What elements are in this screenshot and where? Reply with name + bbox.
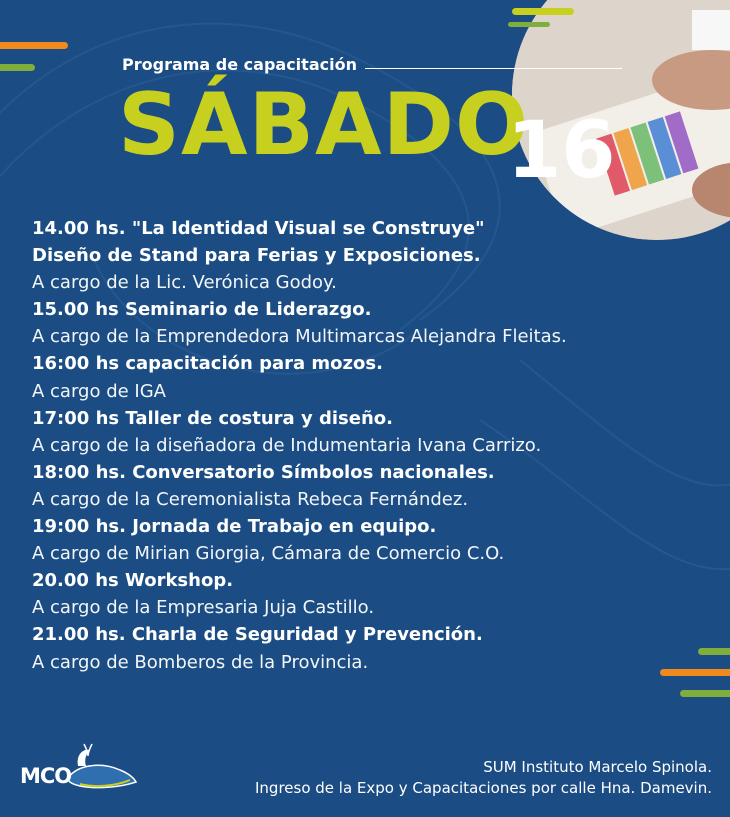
schedule-event-speaker: A cargo de la Emprendedora Multimarcas Alejandra Fleitas.: [32, 326, 567, 348]
footer: [255, 757, 712, 799]
decor-stripe-green-left: [0, 64, 35, 71]
footer-venue: SUM Instituto Marcelo Spinola.: [483, 758, 712, 776]
schedule-event-title: 21.00 hs. Charla de Seguridad y Prevención.: [32, 624, 483, 646]
schedule-event-title: Diseño de Stand para Ferias y Exposiciones.: [32, 245, 481, 267]
schedule-event-title: 15.00 hs Seminario de Liderazgo.: [32, 299, 372, 321]
date-number: 16: [507, 106, 616, 196]
footer-entrance: Ingreso de la Expo y Capacitaciones por calle Hna. Damevin.: [255, 779, 712, 797]
schedule-event-title: 17:00 hs Taller de costura y diseño.: [32, 407, 393, 429]
schedule-event-title: 16:00 hs capacitación para mozos.: [32, 353, 383, 375]
decor-stripe-yellow-top: [512, 8, 574, 15]
program-header: [122, 55, 622, 74]
schedule-event-speaker: A cargo de Bomberos de la Provincia.: [32, 651, 369, 673]
schedule-event-speaker: A cargo de la diseñadora de Indumentaria Ivana Carrizo.: [32, 434, 542, 456]
schedule-event-title: 18:00 hs. Conversatorio Símbolos nacionales.: [32, 461, 495, 483]
schedule-event-title: 19:00 hs. Jornada de Trabajo en equipo.: [32, 516, 437, 538]
decor-stripe-green-right-2: [680, 690, 730, 697]
program-title: Programa de capacitación: [122, 55, 357, 74]
schedule-event-speaker: A cargo de la Ceremonialista Rebeca Fernández.: [32, 488, 469, 510]
schedule-event-speaker: A cargo de IGA: [32, 380, 166, 402]
schedule-event-title: 20.00 hs Workshop.: [32, 570, 234, 592]
day-title: SÁBADO: [118, 75, 530, 175]
logo-text: MCO: [20, 764, 72, 788]
decor-stripe-green-top: [508, 22, 550, 27]
schedule-event-speaker: A cargo de Mirian Giorgia, Cámara de Comercio C.O.: [32, 543, 505, 565]
schedule-event-title: 14.00 hs. "La Identidad Visual se Construye": [32, 218, 485, 239]
header-divider: [365, 68, 622, 69]
decor-stripe-orange-left: [0, 42, 68, 49]
schedule-event-speaker: A cargo de la Lic. Verónica Godoy.: [32, 272, 337, 294]
schedule-event-speaker: A cargo de la Empresaria Juja Castillo.: [32, 597, 375, 619]
mco-logo: [20, 742, 140, 800]
schedule-list: [32, 215, 722, 676]
